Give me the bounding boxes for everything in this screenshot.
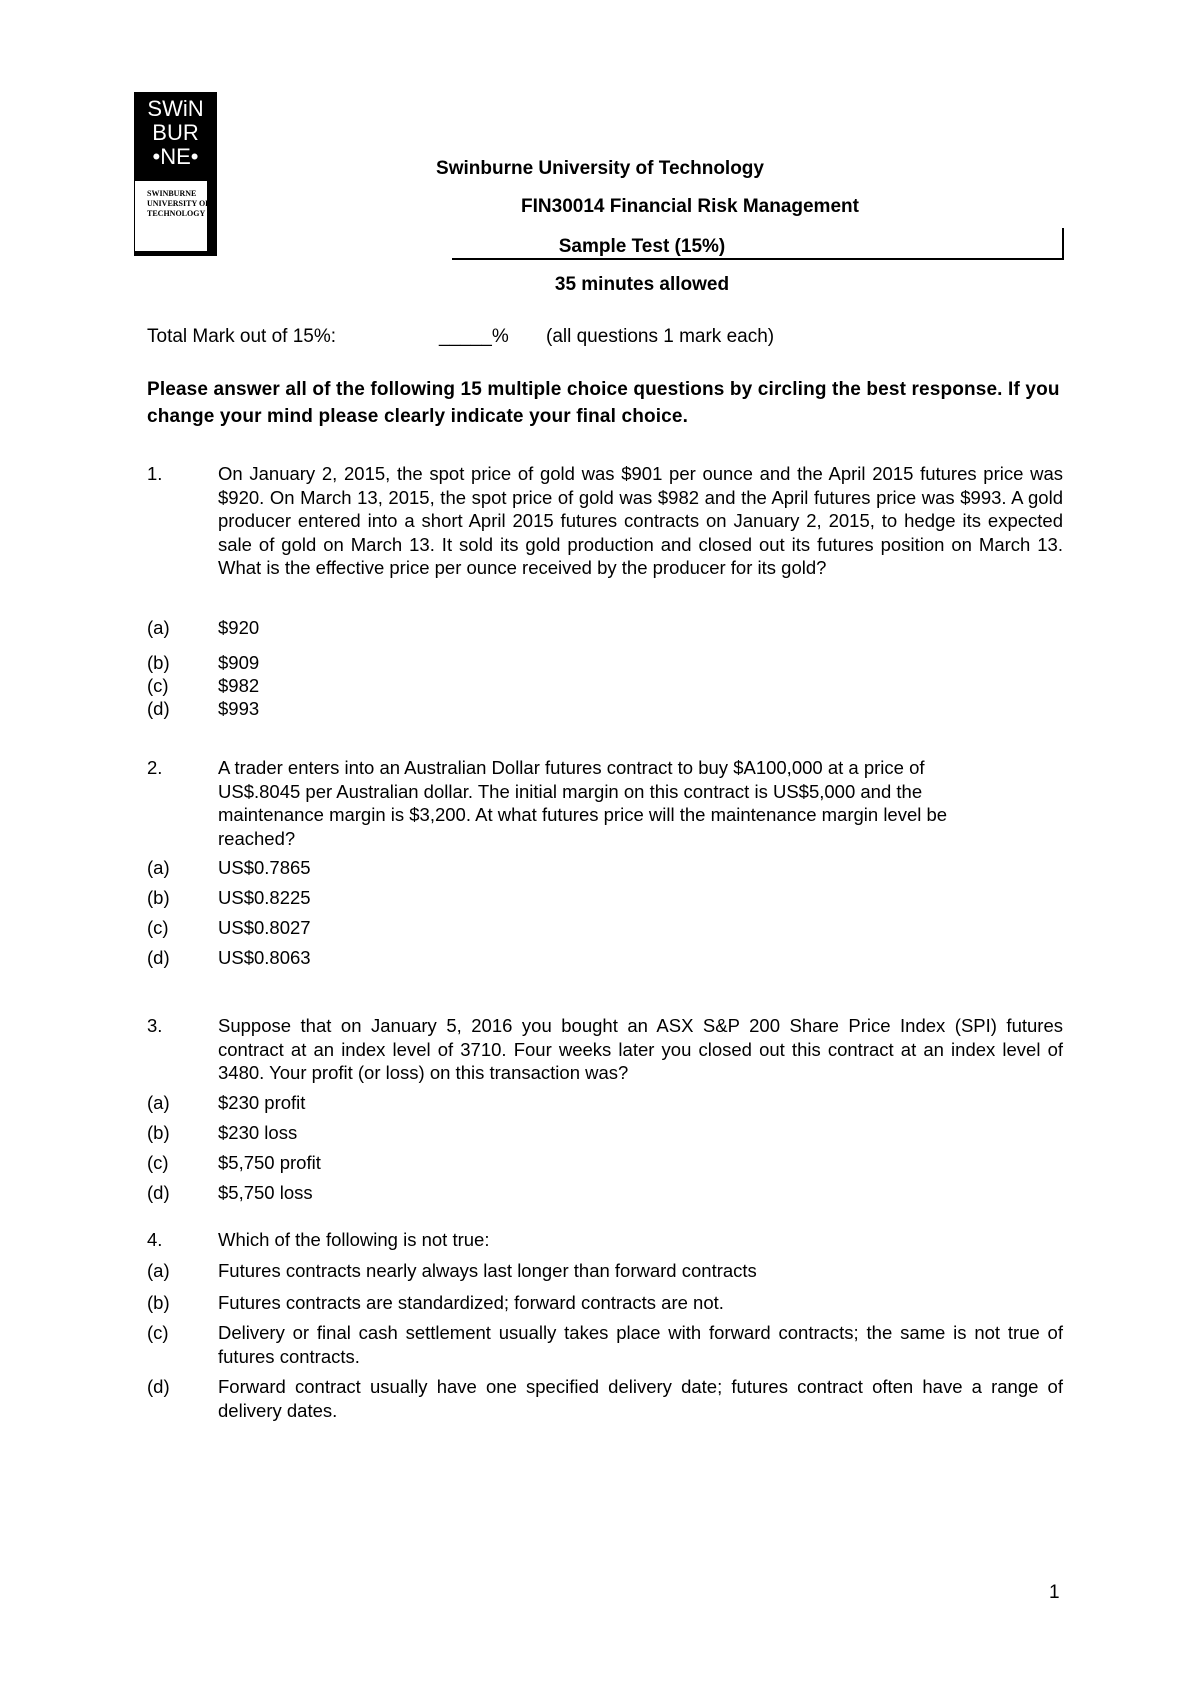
answer-option[interactable] [147,1321,1063,1368]
question-number: 1. [147,463,163,484]
option-text: $982 [218,675,260,696]
option-label: (c) [147,675,169,696]
option-text: $230 loss [218,1122,298,1143]
option-text: $909 [218,652,260,673]
question-text: On January 2, 2015, the spot price of gold was $901 per ounce and the April 2015 futures price was $920. On March 13, 2015, the spot price of gold was $982 and the April futures price was $993. A gold producer entered into a short April 2015 futures contracts on January 2, 2015, to hedge its expected sale of gold on March 13. It sold its gold production and closed out its futures position on March 13. What is the effective price per ounce received by the producer for its gold? [218,463,1063,578]
logo-small-line: TECHNOLOGY [147,209,206,218]
logo-small-line: SWINBURNE [147,189,197,198]
answer-option[interactable] [147,1121,1063,1145]
option-text: $5,750 profit [218,1152,321,1173]
answer-option[interactable] [147,1181,1063,1205]
course-title: FIN30014 Financial Risk Management [521,196,859,217]
option-label: (a) [147,1092,170,1113]
answer-option[interactable] [147,1259,1063,1283]
marks-blank: _____% [439,326,509,347]
question-text: Suppose that on January 5, 2016 you bought an ASX S&P 200 Share Price Index (SPI) futures contract at an index level of 3710. Four weeks later you closed out this contract at an index level of 3480. Your profit (or loss) on this transaction was? [218,1015,1063,1083]
question-number: 3. [147,1015,163,1036]
answer-option[interactable] [147,916,1063,940]
option-text: $5,750 loss [218,1182,313,1203]
option-label: (c) [147,1322,169,1343]
option-label: (b) [147,1122,170,1143]
option-label: (b) [147,652,170,673]
answer-option[interactable] [147,697,1063,721]
option-text: US$0.7865 [218,857,311,878]
option-label: (a) [147,617,170,638]
option-text: Forward contract usually have one specified delivery date; futures contract often have a range of delivery dates. [218,1376,1063,1421]
marks-note: (all questions 1 mark each) [546,326,775,347]
option-text: $993 [218,698,260,719]
answer-option[interactable] [147,674,1063,698]
option-label: (c) [147,1152,169,1173]
test-title: Sample Test (15%) [558,236,726,257]
question [147,462,1063,580]
option-text: Futures contracts nearly always last longer than forward contracts [218,1260,757,1281]
option-text: $230 profit [218,1092,306,1113]
test-title-underline [452,234,1064,260]
option-text: US$0.8027 [218,917,311,938]
question [147,756,1063,850]
answer-option[interactable] [147,1375,1063,1422]
marks-label: Total Mark out of 15%: [147,326,337,347]
option-label: (d) [147,947,170,968]
option-label: (b) [147,1292,170,1313]
logo-line: BUR [152,120,199,145]
marks-line [147,326,775,348]
answer-option[interactable] [147,946,1063,970]
page-number: 1 [1049,1582,1060,1603]
option-text: Futures contracts are standardized; forward contracts are not. [218,1292,724,1313]
answer-option[interactable] [147,1091,1063,1115]
time-allowed: 35 minutes allowed [554,274,730,295]
option-label: (d) [147,1376,170,1397]
logo-line: •NE• [152,144,199,169]
question-number: 4. [147,1229,163,1250]
question [147,1228,1063,1252]
question-text: Which of the following is not true: [218,1229,490,1250]
logo-small-line: UNIVERSITY OF [147,199,211,208]
option-label: (a) [147,857,170,878]
answer-option[interactable] [147,616,1063,640]
option-text: Delivery or final cash settlement usually takes place with forward contracts; the same is not true of futures contracts. [218,1322,1063,1367]
question-number: 2. [147,757,163,778]
option-label: (b) [147,887,170,908]
answer-option[interactable] [147,856,1063,880]
option-label: (d) [147,698,170,719]
question [147,1014,1063,1085]
option-text: $920 [218,617,260,638]
option-label: (a) [147,1260,170,1281]
option-text: US$0.8063 [218,947,311,968]
instructions: Please answer all of the following 15 multiple choice questions by circling the best response. If you change your mind please clearly indicate your final choice. [147,379,1060,427]
university-title: Swinburne University of Technology [436,158,764,179]
question-text: A trader enters into an Australian Dollar futures contract to buy $A100,000 at a price of US$.8045 per Australian dollar. The initial margin on this contract is US$5,000 and the maintenance margin is $3,200. At what futures price will the maintenance margin level be reached? [218,757,948,849]
answer-option[interactable] [147,1291,1063,1315]
answer-option[interactable] [147,886,1063,910]
option-text: US$0.8225 [218,887,311,908]
answer-option[interactable] [147,1151,1063,1175]
answer-option[interactable] [147,651,1063,675]
option-label: (c) [147,917,169,938]
option-label: (d) [147,1182,170,1203]
logo-line: SWiN [147,96,204,121]
